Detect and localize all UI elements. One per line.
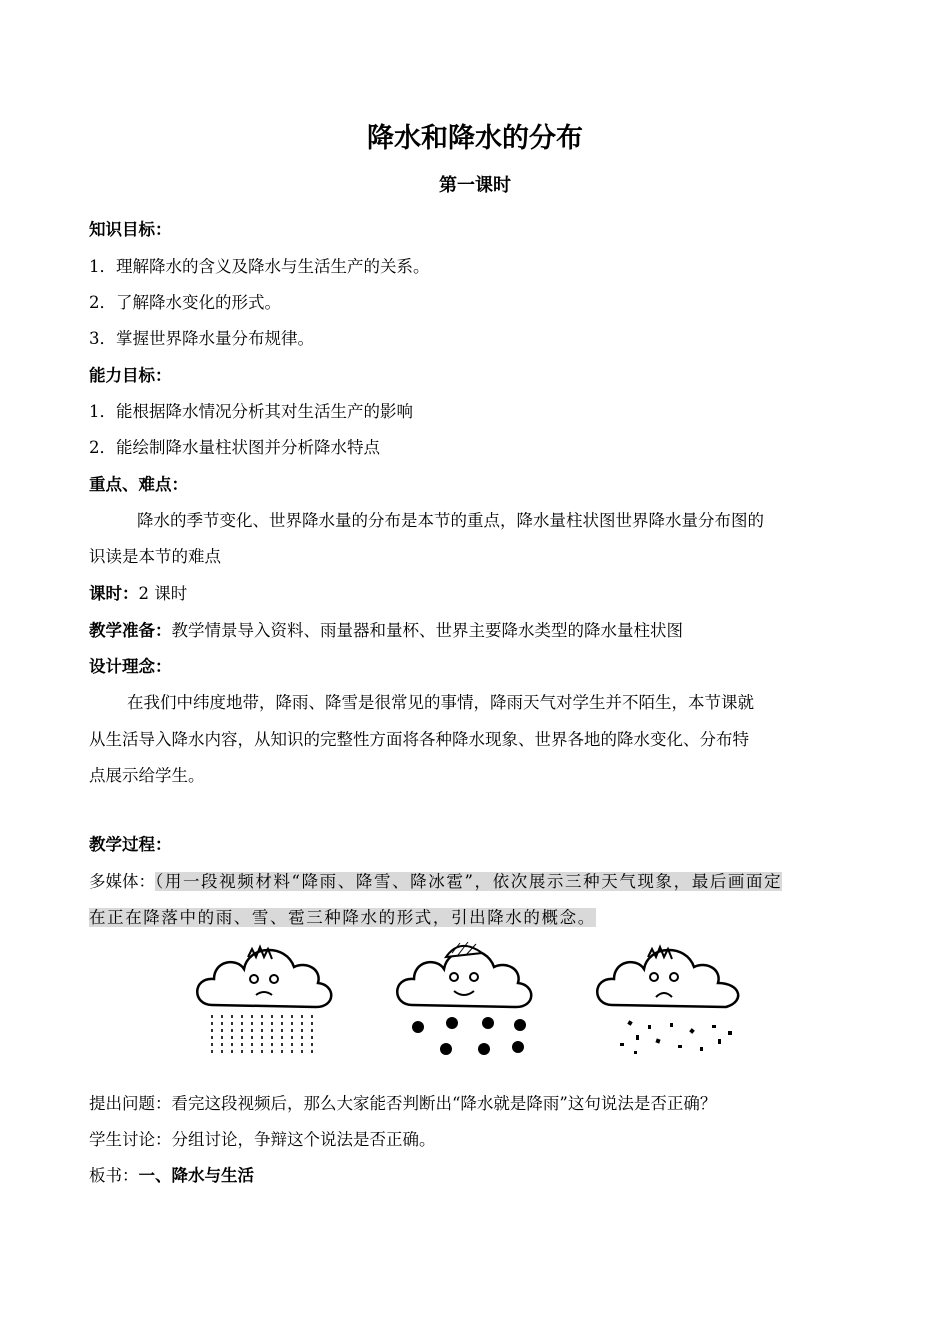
- media-row-2: [89, 907, 864, 929]
- hail-cloud-icon: [590, 935, 750, 1060]
- ability-item-1: 1．能根据降水情况分析其对生活生产的影响: [89, 402, 413, 421]
- snow-cloud-icon: [390, 935, 540, 1060]
- prep-value: 教学情景导入资料、雨量器和量杯、世界主要降水类型的降水量柱状图: [171, 621, 683, 640]
- prep-label: 教学准备：: [89, 621, 172, 640]
- concept-line-1: 在我们中纬度地带，降雨、降雪是很常见的事情，降雨天气对学生并不陌生，本节课就: [127, 693, 754, 712]
- prep-row: [89, 620, 864, 642]
- board-value: 一、降水与生活: [138, 1166, 254, 1185]
- ability-item-2: 2．能绘制降水量柱状图并分析降水特点: [89, 438, 380, 457]
- media-text-line-1: （用一段视频材料“降雨、降雪、降冰雹”，依次展示三种天气现象，最后画面定: [155, 872, 783, 891]
- page-subtitle: 第一课时: [439, 175, 511, 196]
- discussion-line: 学生讨论：分组讨论，争辩这个说法是否正确。: [89, 1130, 436, 1149]
- knowledge-item-1: 1．理解降水的含义及降水与生活生产的关系。: [89, 257, 430, 276]
- board-row: [89, 1165, 864, 1187]
- concept-line-2: 从生活导入降水内容，从知识的完整性方面将各种降水现象、世界各地的降水变化、分布特: [89, 730, 749, 749]
- page-title: 降水和降水的分布: [367, 123, 583, 154]
- hours-row: [89, 583, 864, 605]
- media-text-line-2: 在正在降落中的雨、雪、雹三种降水的形式，引出降水的概念。: [89, 908, 596, 927]
- media-row: [89, 871, 864, 893]
- knowledge-item-2: 2．了解降水变化的形式。: [89, 293, 281, 312]
- key-points-line-1: 降水的季节变化、世界降水量的分布是本节的重点，降水量柱状图世界降水量分布图的: [137, 511, 764, 530]
- precipitation-illustrations: [180, 935, 760, 1065]
- question-line: 提出问题：看完这段视频后，那么大家能否判断出“降水就是降雨”这句说法是否正确？: [89, 1094, 717, 1113]
- concept-heading: 设计理念：: [89, 657, 172, 676]
- process-heading: 教学过程：: [89, 835, 172, 854]
- ability-heading: 能力目标：: [89, 366, 172, 385]
- knowledge-heading: 知识目标：: [89, 220, 172, 239]
- key-points-heading: 重点、难点：: [89, 475, 188, 494]
- board-label: 板书：: [89, 1166, 139, 1185]
- media-label: 多媒体：: [89, 872, 155, 891]
- knowledge-item-3: 3．掌握世界降水量分布规律。: [89, 329, 314, 348]
- rain-cloud-icon: [190, 935, 340, 1060]
- hours-value: 2 课时: [138, 584, 188, 603]
- concept-line-3: 点展示给学生。: [89, 766, 205, 785]
- key-points-line-2: 识读是本节的难点: [89, 547, 221, 566]
- hours-label: 课时：: [89, 584, 139, 603]
